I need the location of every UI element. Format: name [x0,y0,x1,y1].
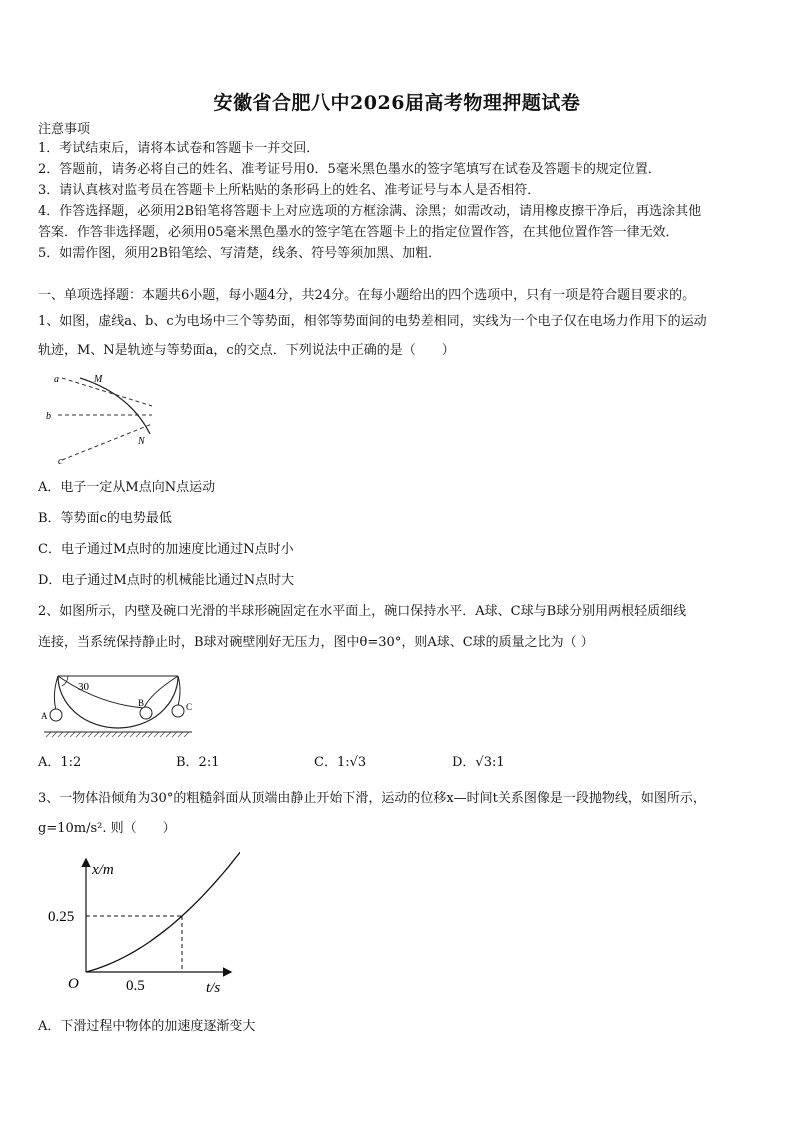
label-c: c [58,456,63,467]
q2-stem-line2: 连接，当系统保持静止时，B球对碗壁刚好无压力，图中θ=30°，则A球、C球的质量之比为（ ） [38,635,594,650]
angle-label: 30 [78,681,89,693]
x-axis-label: t/s [206,980,221,996]
q3-option-a: A．下滑过程中物体的加速度逐渐变大 [38,1019,256,1034]
notice-item: 答案．作答非选择题，必须用05毫米黑色墨水的签字笔在答题卡上的指定位置作答，在其他位置作答一律无效． [38,225,679,240]
label-a: a [54,374,59,385]
label-N: N [138,436,145,447]
ball-c-label: C [186,702,193,712]
label-b: b [46,411,51,422]
notice-item: 3．请认真核对监考员在答题卡上所粘贴的条形码上的姓名、准考证号与本人是否相符． [38,183,541,198]
q2-option-b: B．2:1 [176,755,220,770]
q2-option-d: D．√3:1 [452,755,505,770]
q1-option-a: A．电子一定从M点向N点运动 [38,480,216,495]
q1-option-d: D．电子通过M点时的机械能比通过N点时大 [38,573,295,588]
notice-item: 5．如需作图，须用2B铅笔绘、写清楚，线条、符号等须加黑、加粗． [38,246,442,261]
q2-option-c: C．1:√3 [314,755,367,770]
origin-label: O [68,976,79,992]
y-axis-label: x/m [92,862,114,878]
y-tick-label: 0.25 [48,909,75,925]
q1-stem-line1: 1、如图，虚线a、b、c为电场中三个等势面，相邻等势面间的电势差相同，实线为一个电子仅在电场力作用下的运动 [38,314,707,329]
ball-a-label: A [41,711,48,721]
q2-stem-line1: 2、如图所示，内壁及碗口光滑的半球形碗固定在水平面上，碗口保持水平．A球、C球与B球分别用两根轻质细线 [38,604,687,619]
x-tick-label: 0.5 [126,978,145,994]
notice-heading: 注意事项 [38,122,91,137]
q1-stem-line2: 轨迹，M、N是轨迹与等势面a，c的交点．下列说法中正确的是（ ） [38,343,455,358]
q2-option-a: A．1:2 [38,755,82,770]
label-M: M [94,374,103,385]
notice-item: 2．答题前，请务必将自己的姓名、准考证号用0．5毫米黑色墨水的签字笔填写在试卷及答题卡的规定位置． [38,162,661,177]
notice-item: 4．作答选择题，必须用2B铅笔将答题卡上对应选项的方框涂满、涂黑；如需改动，请用橡皮擦干净后，再选涂其他 [38,204,702,219]
notice-item: 1．考试结束后，请将本试卷和答题卡一并交回． [38,141,320,156]
q1-option-b: B．等势面c的电势最低 [38,511,172,526]
q1-equipotential-figure [40,364,170,468]
q2-bowl-figure [38,664,198,740]
q3-stem-line2: g=10m/s². 则（ ） [38,821,176,836]
page-title: 安徽省合肥八中2026届高考物理押题试卷 [213,92,581,114]
q1-option-c: C．电子通过M点时的加速度比通过N点时小 [38,542,294,557]
ball-b-label: B [138,698,145,708]
q3-xt-graph [40,852,240,1000]
q3-stem-line1: 3、一物体沿倾角为30°的粗糙斜面从顶端由静止开始下滑，运动的位移x—时间t关系图像是一段抛物线，如图所示， [38,791,706,806]
section-heading: 一、单项选择题：本题共6小题，每小题4分，共24分。在每小题给出的四个选项中，只有一项是符合题目要求的。 [38,288,696,303]
